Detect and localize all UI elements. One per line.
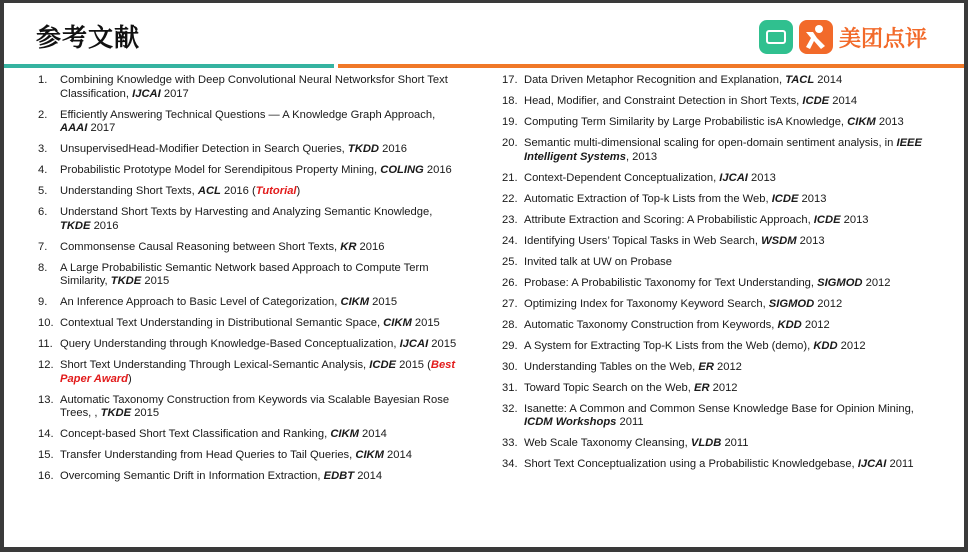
reference-title: Combining Knowledge with Deep Convolutional Neural Networksfor Short Text Classification,	[60, 74, 448, 100]
reference-year: 2016	[423, 164, 452, 176]
reference-item	[502, 340, 942, 354]
reference-title: Query Understanding through Knowledge-Based Conceptualization,	[60, 338, 400, 350]
reference-year: 2014	[829, 95, 858, 107]
reference-item	[502, 214, 942, 228]
reference-number: 33.	[502, 437, 518, 449]
reference-item	[4, 164, 464, 178]
reference-title: Concept-based Short Text Classification and Ranking,	[60, 428, 331, 440]
reference-year: 2016	[378, 143, 407, 155]
reference-number: 2.	[38, 108, 48, 121]
reference-title: Efficiently Answering Technical Questions — A Knowledge Graph Approach,	[60, 108, 436, 121]
reference-item	[4, 394, 464, 421]
reference-number: 18.	[502, 95, 518, 107]
reference-venue: CIKM	[383, 317, 412, 329]
reference-venue: WSDM	[761, 234, 797, 247]
reference-venue: ICDM Workshops	[524, 416, 617, 428]
reference-year: 2015 (	[396, 359, 431, 371]
reference-venue: IJCAI	[719, 171, 748, 184]
reference-title: Understand Short Texts by Harvesting and Analyzing Semantic Knowledge,	[60, 206, 433, 218]
reference-year: 2015	[141, 275, 170, 287]
reference-year: 2011	[721, 437, 749, 449]
meituan-icon	[759, 20, 793, 54]
reference-suffix: )	[127, 372, 132, 385]
reference-number: 26.	[502, 276, 518, 289]
accent-bar-orange	[338, 64, 964, 68]
reference-title: Head, Modifier, and Constraint Detection in Short Texts,	[524, 95, 803, 107]
reference-title: Optimizing Index for Taxonomy Keyword Search,	[524, 297, 769, 310]
reference-year: 2012	[814, 297, 843, 310]
reference-item	[502, 116, 942, 130]
reference-item	[4, 449, 464, 463]
reference-title: Overcoming Semantic Drift in Information Extraction,	[60, 470, 324, 482]
reference-title: UnsupervisedHead-Modifier Detection in Search Queries,	[60, 143, 348, 155]
reference-venue: KDD	[813, 339, 838, 352]
reference-venue: ICDE	[369, 359, 397, 371]
reference-year: 2012	[713, 360, 742, 373]
reference-title: Computing Term Similarity by Large Probabilistic isA Knowledge,	[524, 116, 848, 128]
reference-item	[4, 262, 464, 289]
slide	[4, 3, 964, 547]
reference-number: 4.	[38, 164, 48, 176]
reference-venue: ICDE	[813, 213, 841, 226]
reference-venue: VLDB	[690, 437, 722, 449]
reference-number: 32.	[502, 402, 518, 415]
reference-venue: IJCAI	[132, 87, 161, 100]
reference-title: Identifying Users’ Topical Tasks in Web Search,	[524, 234, 762, 247]
reference-title: A System for Extracting Top-K Lists from the Web (demo),	[524, 339, 814, 352]
reference-title: Commonsense Causal Reasoning between Short Texts,	[60, 240, 341, 253]
reference-number: 7.	[38, 240, 48, 253]
reference-number: 3.	[38, 143, 48, 155]
reference-title: Contextual Text Understanding in Distributional Semantic Space,	[60, 317, 384, 329]
reference-year: 2012	[862, 276, 891, 289]
reference-title: Automatic Taxonomy Construction from Keywords via Scalable Bayesian Rose Trees, ,	[60, 393, 450, 419]
brand-logo	[759, 19, 927, 55]
reference-year: 2013	[875, 116, 904, 128]
reference-title: Transfer Understanding from Head Queries to Tail Queries,	[60, 449, 356, 461]
reference-number: 6.	[38, 206, 48, 218]
reference-year: 2011	[886, 458, 914, 470]
reference-year: 2012	[709, 381, 738, 394]
reference-list-left	[4, 74, 464, 491]
reference-venue: CIKM	[330, 428, 359, 440]
reference-item	[502, 256, 942, 270]
reference-year: 2013	[747, 171, 776, 184]
reference-item	[4, 74, 464, 101]
reference-year: 2011	[616, 416, 644, 428]
reference-title: Short Text Conceptualization using a Probabilistic Knowledgebase,	[524, 458, 858, 470]
reference-number: 30.	[502, 360, 518, 373]
reference-note: Tutorial	[255, 185, 297, 197]
reference-item	[4, 296, 464, 310]
reference-item	[502, 361, 942, 375]
reference-venue: ACL	[197, 185, 221, 197]
page-title: 参考文献	[36, 23, 141, 52]
reference-number: 24.	[502, 234, 518, 247]
reference-venue: ER	[693, 381, 710, 394]
reference-suffix: )	[296, 185, 301, 197]
reference-item	[4, 109, 464, 136]
reference-item	[4, 359, 464, 386]
reference-number: 8.	[38, 261, 48, 274]
reference-venue: ICDE	[771, 192, 799, 205]
reference-year: 2015	[131, 407, 160, 419]
reference-title: Context-Dependent Conceptualization,	[524, 171, 720, 184]
reference-year: 2016 (	[220, 185, 256, 197]
reference-item	[502, 382, 942, 396]
reference-item	[502, 319, 942, 333]
reference-venue: TKDD	[347, 143, 379, 155]
reference-item	[4, 470, 464, 484]
reference-title: Automatic Extraction of Top-k Lists from the Web,	[524, 192, 772, 205]
reference-item	[502, 277, 942, 291]
reference-venue: ER	[698, 360, 714, 373]
reference-number: 20.	[502, 137, 518, 149]
reference-item	[4, 241, 464, 255]
reference-title: Invited talk at UW on Probase	[524, 255, 672, 268]
reference-number: 10.	[38, 317, 54, 329]
reference-title: Understanding Short Texts,	[60, 185, 198, 197]
reference-item	[4, 206, 464, 233]
reference-list-right	[502, 74, 942, 479]
reference-item	[502, 235, 942, 249]
reference-year: 2013	[798, 192, 827, 205]
reference-item	[502, 437, 942, 451]
reference-item	[502, 193, 942, 207]
reference-title: Attribute Extraction and Scoring: A Probabilistic Approach,	[524, 213, 814, 226]
reference-item	[4, 185, 464, 199]
reference-item	[4, 338, 464, 352]
reference-venue: COLING	[380, 164, 424, 176]
reference-venue: AAAI	[60, 122, 88, 134]
reference-number: 9.	[38, 296, 48, 308]
reference-venue: KDD	[777, 318, 802, 331]
brand-text: 美团点评	[839, 26, 928, 52]
reference-title: Short Text Understanding Through Lexical-Semantic Analysis,	[60, 359, 370, 371]
reference-year: 2012	[801, 318, 830, 331]
reference-number: 11.	[38, 338, 53, 350]
reference-number: 34.	[502, 458, 518, 470]
reference-title: An Inference Approach to Basic Level of Categorization,	[60, 296, 341, 308]
reference-venue: TACL	[785, 74, 815, 86]
reference-title: Web Scale Taxonomy Cleansing,	[524, 437, 691, 449]
reference-number: 1.	[38, 74, 48, 86]
reference-title: A Large Probabilistic Semantic Network based Approach to Compute Term Similarity,	[60, 261, 429, 287]
reference-item	[502, 298, 942, 312]
reference-item	[502, 137, 942, 164]
reference-venue: SIGMOD	[768, 297, 815, 310]
reference-item	[4, 143, 464, 157]
reference-number: 5.	[38, 185, 48, 197]
reference-title: Probase: A Probabilistic Taxonomy for Text Understanding,	[524, 276, 818, 289]
reference-year: 2016	[356, 240, 385, 253]
reference-venue: IJCAI	[399, 338, 429, 350]
reference-item	[4, 317, 464, 331]
reference-number: 13.	[38, 393, 54, 406]
reference-number: 29.	[502, 339, 518, 352]
reference-venue: SIGMOD	[817, 276, 863, 289]
reference-number: 17.	[502, 74, 518, 86]
reference-venue: IJCAI	[857, 458, 887, 470]
reference-venue: IEEE Intelligent Systems	[524, 137, 922, 163]
reference-year: 2016	[90, 219, 119, 232]
reference-venue: TKDE	[100, 407, 132, 419]
reference-title: Data Driven Metaphor Recognition and Explanation,	[524, 74, 786, 86]
reference-venue: CIKM	[355, 449, 384, 461]
reference-year: 2015	[369, 296, 398, 308]
reference-number: 16.	[38, 470, 54, 482]
reference-venue: CIKM	[340, 296, 370, 308]
reference-number: 15.	[38, 449, 54, 461]
reference-year: 2014	[383, 449, 412, 461]
reference-year: 2017	[87, 122, 116, 134]
reference-title: Isanette: A Common and Common Sense Knowledge Base for Opinion Mining,	[524, 402, 914, 415]
reference-year: 2013	[840, 213, 869, 226]
reference-year: 2014	[354, 470, 383, 482]
reference-year: 2015	[428, 338, 457, 350]
reference-year: , 2013	[625, 150, 658, 163]
reference-number: 23.	[502, 213, 518, 226]
reference-number: 22.	[502, 192, 518, 205]
reference-title: Probabilistic Prototype Model for Serendipitous Property Mining,	[60, 164, 381, 176]
reference-item	[502, 458, 942, 472]
reference-number: 12.	[38, 359, 54, 371]
reference-year: 2014	[358, 428, 387, 440]
reference-year: 2017	[160, 87, 189, 100]
reference-venue: ICDE	[802, 95, 830, 107]
reference-venue: KR	[340, 240, 357, 253]
reference-title: Semantic multi-dimensional scaling for open-domain sentiment analysis, in	[524, 137, 897, 149]
reference-venue: TKDE	[60, 219, 91, 232]
reference-number: 31.	[502, 381, 518, 394]
accent-bar-green	[4, 64, 334, 68]
reference-note: Best Paper Award	[60, 359, 456, 385]
reference-number: 19.	[502, 116, 518, 128]
reference-number: 21.	[502, 171, 518, 184]
reference-venue: EDBT	[323, 470, 355, 482]
reference-item	[502, 172, 942, 186]
reference-year: 2013	[796, 234, 825, 247]
reference-item	[502, 95, 942, 109]
reference-item	[502, 74, 942, 88]
dianping-icon	[799, 20, 833, 54]
reference-number: 28.	[502, 318, 518, 331]
reference-number: 25.	[502, 255, 518, 268]
reference-year: 2012	[837, 339, 866, 352]
reference-title: Understanding Tables on the Web,	[524, 360, 699, 373]
reference-year: 2015	[411, 317, 440, 329]
reference-venue: CIKM	[847, 116, 876, 128]
reference-number: 14.	[38, 428, 54, 440]
reference-item	[4, 428, 464, 442]
reference-number: 27.	[502, 297, 518, 310]
reference-year: 2014	[814, 74, 843, 86]
reference-venue: TKDE	[110, 275, 142, 287]
reference-title: Automatic Taxonomy Construction from Keywords,	[524, 318, 778, 331]
reference-item	[502, 403, 942, 430]
reference-title: Toward Topic Search on the Web,	[524, 381, 694, 394]
